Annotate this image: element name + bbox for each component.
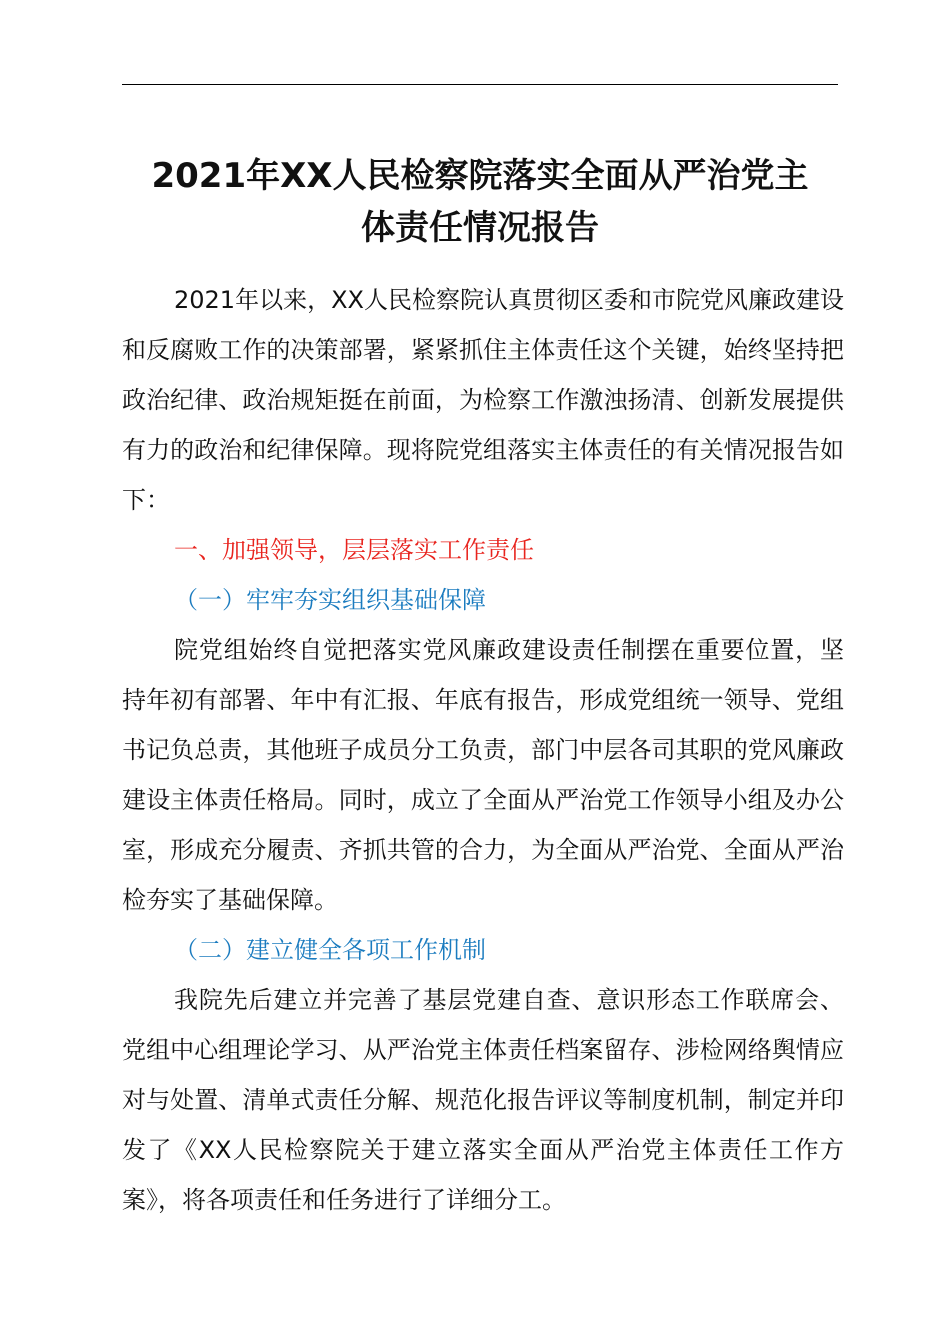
subsection-heading-2: （二）建立健全各项工作机制	[174, 936, 486, 964]
intro-paragraph: 2021年以来，XX人民检察院认真贯彻区委和市院党风廉政建设和反腐败工作的决策部署，紧紧抓住主体责任这个关键，始终坚持把政治纪律、政治规矩挺在前面，为检察工作激浊扬清、创新发展提供有力的政治和纪律保障。现将院党组落实主体责任的有关情况报告如下：	[122, 286, 844, 514]
document-title	[100, 150, 860, 254]
subsection-heading-1: （一）牢牢夯实组织基础保障	[174, 586, 486, 614]
subsection-2-paragraph: 我院先后建立并完善了基层党建自查、意识形态工作联席会、党组中心组理论学习、从严治党主体责任档案留存、涉检网络舆情应对与处置、清单式责任分解、规范化报告评议等制度机制，制定并印发了《XX人民检察院关于建立落实全面从严治党主体责任工作方案》，将各项责任和任务进行了详细分工。	[122, 986, 844, 1214]
title-line-2: 体责任情况报告	[361, 208, 599, 248]
section-heading-1: 一、加强领导，层层落实工作责任	[174, 536, 534, 564]
document-body	[122, 275, 844, 1225]
title-line-1: 2021年XX人民检察院落实全面从严治党主	[151, 156, 809, 196]
subsection-1-paragraph: 院党组始终自觉把落实党风廉政建设责任制摆在重要位置，坚持年初有部署、年中有汇报、年底有报告，形成党组统一领导、党组书记负总责，其他班子成员分工负责，部门中层各司其职的党风廉政建设主体责任格局。同时，成立了全面从严治党工作领导小组及办公室，形成充分履责、齐抓共管的合力，为全面从严治党、全面从严治检夯实了基础保障。	[122, 636, 844, 914]
header-rule	[122, 84, 838, 85]
